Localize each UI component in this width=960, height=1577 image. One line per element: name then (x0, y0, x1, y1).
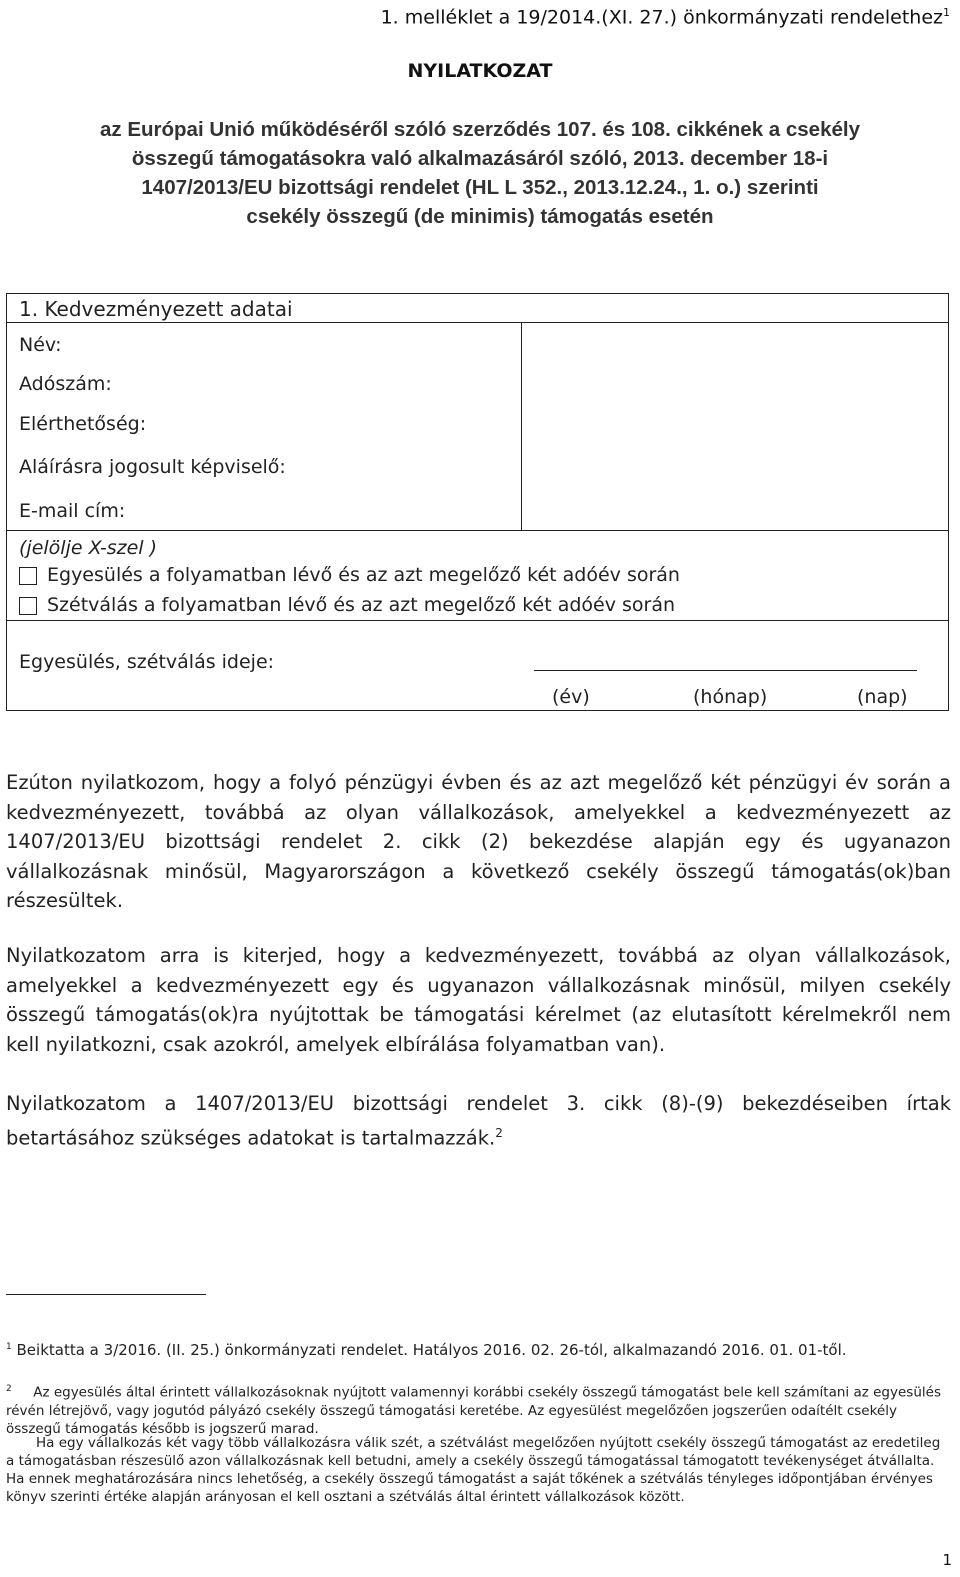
statement-paragraph-3: Nyilatkozatom a 1407/2013/EU bizottsági rendelet 3. cikk (8)-(9) bekezdéseiben írtak betartásához szükséges adatokat is tartalmazzák.$^2$ (6, 1092, 951, 1149)
field-label-name: Név: (19, 334, 62, 356)
demerger-checkbox[interactable] (19, 597, 37, 615)
footnote-ref: 2 (495, 1125, 503, 1140)
date-day-label: (nap) (857, 686, 908, 708)
footnote-2-continued: Ha egy vállalkozás két vagy több vállalkozásra válik szét, a szétválást megelőzően nyújtott csekély összegű támogatást az eredetileg a támogatásban részesülő azon vállalkozásnak kell betudni, amely a csekély összegű támogatással támogatott tevékenységet átvállalta. Ha ennek meghatározására nincs lehetőség, a csekély összegű támogatást a saját tőkének a szétválás tényleges időpontjában érvényes könyv szerinti értéke alapján arányosan el kell osztani a szétválás által érintett vállalkozások között. (6, 1435, 941, 1505)
subtitle-line: 1407/2013/EU bizottsági rendelet (HL L 352., 2013.12.24., 1. o.) szerinti (141, 176, 819, 199)
beneficiary-form (6, 293, 949, 711)
option-demerger: Szétválás a folyamatban lévő és az azt megelőző két adóév során (47, 594, 676, 616)
merger-checkbox[interactable] (19, 567, 37, 585)
date-input-line[interactable] (534, 670, 917, 671)
annex-reference: 1. melléklet a 19/2014.(XI. 27.) önkormányzati rendelethez$^1$ (380, 6, 950, 29)
footnote-1: $^1$ Beiktatta a 3/2016. (II. 25.) önkormányzati rendelet. Hatályos 2016. 02. 26-tól, alkalmazandó 2016. 01. 01-től. (6, 1341, 847, 1359)
mark-hint: (jelölje X-szel ) (19, 537, 157, 559)
statement-paragraph-2: Nyilatkozatom arra is kiterjed, hogy a kedvezményezett, továbbá az olyan vállalkozások, amelyekkel a kedvezményezett egy és ugyanazon vállalkozásnak minősül, milyen csekély összegű támogatás(ok)ra nyújtottak be támogatási kérelmet (az elutasított kérelmekről nem kell nyilatkozni, csak azokról, amelyek elbírálása folyamatban van). (6, 944, 951, 1056)
field-label-tax-number: Adószám: (19, 373, 112, 395)
document-title: NYILATKOZAT (407, 60, 553, 82)
footnote-ref: 1 (943, 6, 950, 19)
date-label: Egyesülés, szétválás ideje: (19, 651, 275, 673)
page-number: 1 (942, 1551, 952, 1569)
field-label-email: E-mail cím: (19, 500, 126, 522)
date-month-label: (hónap) (693, 686, 768, 708)
footnote-2: $^2$ Az egyesülés által érintett vállalkozásoknak nyújtott valamennyi korábbi csekély összegű támogatást bele kell számítani az egyesülés révén létrejövő, vagy jogutód pályázó csekély összegű támogatási keretébe. Az egyesülést megelőzően jogszerűen odaítélt csekély összegű támogatás később is jogszerű marad. (6, 1384, 941, 1437)
statement-paragraph-1: Ezúton nyilatkozom, hogy a folyó pénzügyi évben és az azt megelőző két pénzügyi év során a kedvezményezett, továbbá az olyan vállalkozások, amelyekkel a kedvezményezett az 1407/2013/EU bizottsági rendelet 2. cikk (2) bekezdése alapján egy és ugyanazon vállalkozásnak minősül, Magyarországon a következő csekély összegű támogatás(ok)ban részesültek. (6, 771, 951, 912)
footnote-separator (6, 1294, 206, 1295)
field-label-contact: Elérthetőség: (19, 413, 147, 435)
date-year-label: (év) (552, 686, 590, 708)
subtitle-line: összegű támogatásokra való alkalmazásáról szóló, 2013. december 18-i (131, 147, 829, 170)
subtitle-line: csekély összegű (de minimis) támogatás esetén (246, 205, 714, 228)
option-merger: Egyesülés a folyamatban lévő és az azt megelőző két adóév során (47, 564, 680, 586)
field-label-representative: Aláírásra jogosult képviselő: (19, 456, 286, 478)
subtitle-line: az Európai Unió működéséről szóló szerződés 107. és 108. cikkének a csekély (99, 118, 860, 141)
section-title: 1. Kedvezményezett adatai (19, 297, 293, 321)
